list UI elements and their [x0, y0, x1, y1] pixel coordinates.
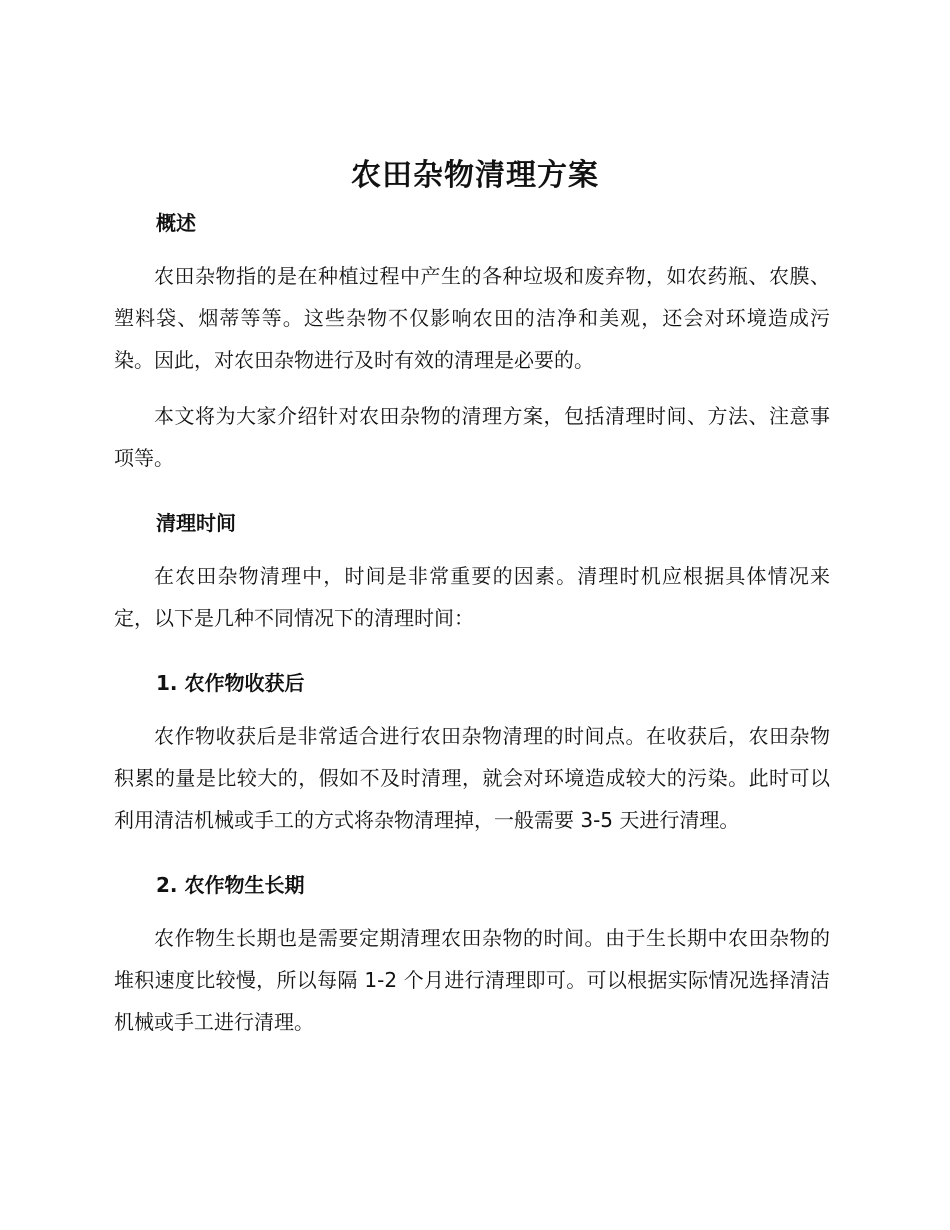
paragraph-overview-1: 农田杂物指的是在种植过程中产生的各种垃圾和废弃物，如农药瓶、农膜、塑料袋、烟蒂等等。这些杂物不仅影响农田的洁净和美观，还会对环境造成污染。因此，对农田杂物进行及时有效的清理是必要的。: [114, 264, 830, 372]
document-body: [114, 205, 830, 1043]
paragraph-growth-period-1: 农作物生长期也是需要定期清理农田杂物的时间。由于生长期中农田杂物的堆积速度比较慢，所以每隔 1-2 个月进行清理即可。可以根据实际情况选择清洁机械或手工进行清理。: [114, 926, 830, 1034]
section-heading-after-harvest: 1. 农作物收获后: [156, 671, 305, 695]
paragraph-after-harvest-1: 农作物收获后是非常适合进行农田杂物清理的时间点。在收获后，农田杂物积累的量是比较大的，假如不及时清理，就会对环境造成较大的污染。此时可以利用清洁机械或手工的方式将杂物清理掉，一般需要 3-5 天进行清理。: [114, 724, 830, 832]
section-heading-growth-period: 2. 农作物生长期: [156, 873, 305, 897]
section-heading-overview: 概述: [156, 211, 196, 235]
section-heading-cleaning-time: 清理时间: [156, 511, 236, 535]
document-title: 农田杂物清理方案: [351, 158, 599, 193]
paragraph-cleaning-time-1: 在农田杂物清理中，时间是非常重要的因素。清理时机应根据具体情况来定，以下是几种不同情况下的清理时间：: [114, 564, 830, 630]
paragraph-overview-2: 本文将为大家介绍针对农田杂物的清理方案，包括清理时间、方法、注意事项等。: [114, 404, 830, 470]
